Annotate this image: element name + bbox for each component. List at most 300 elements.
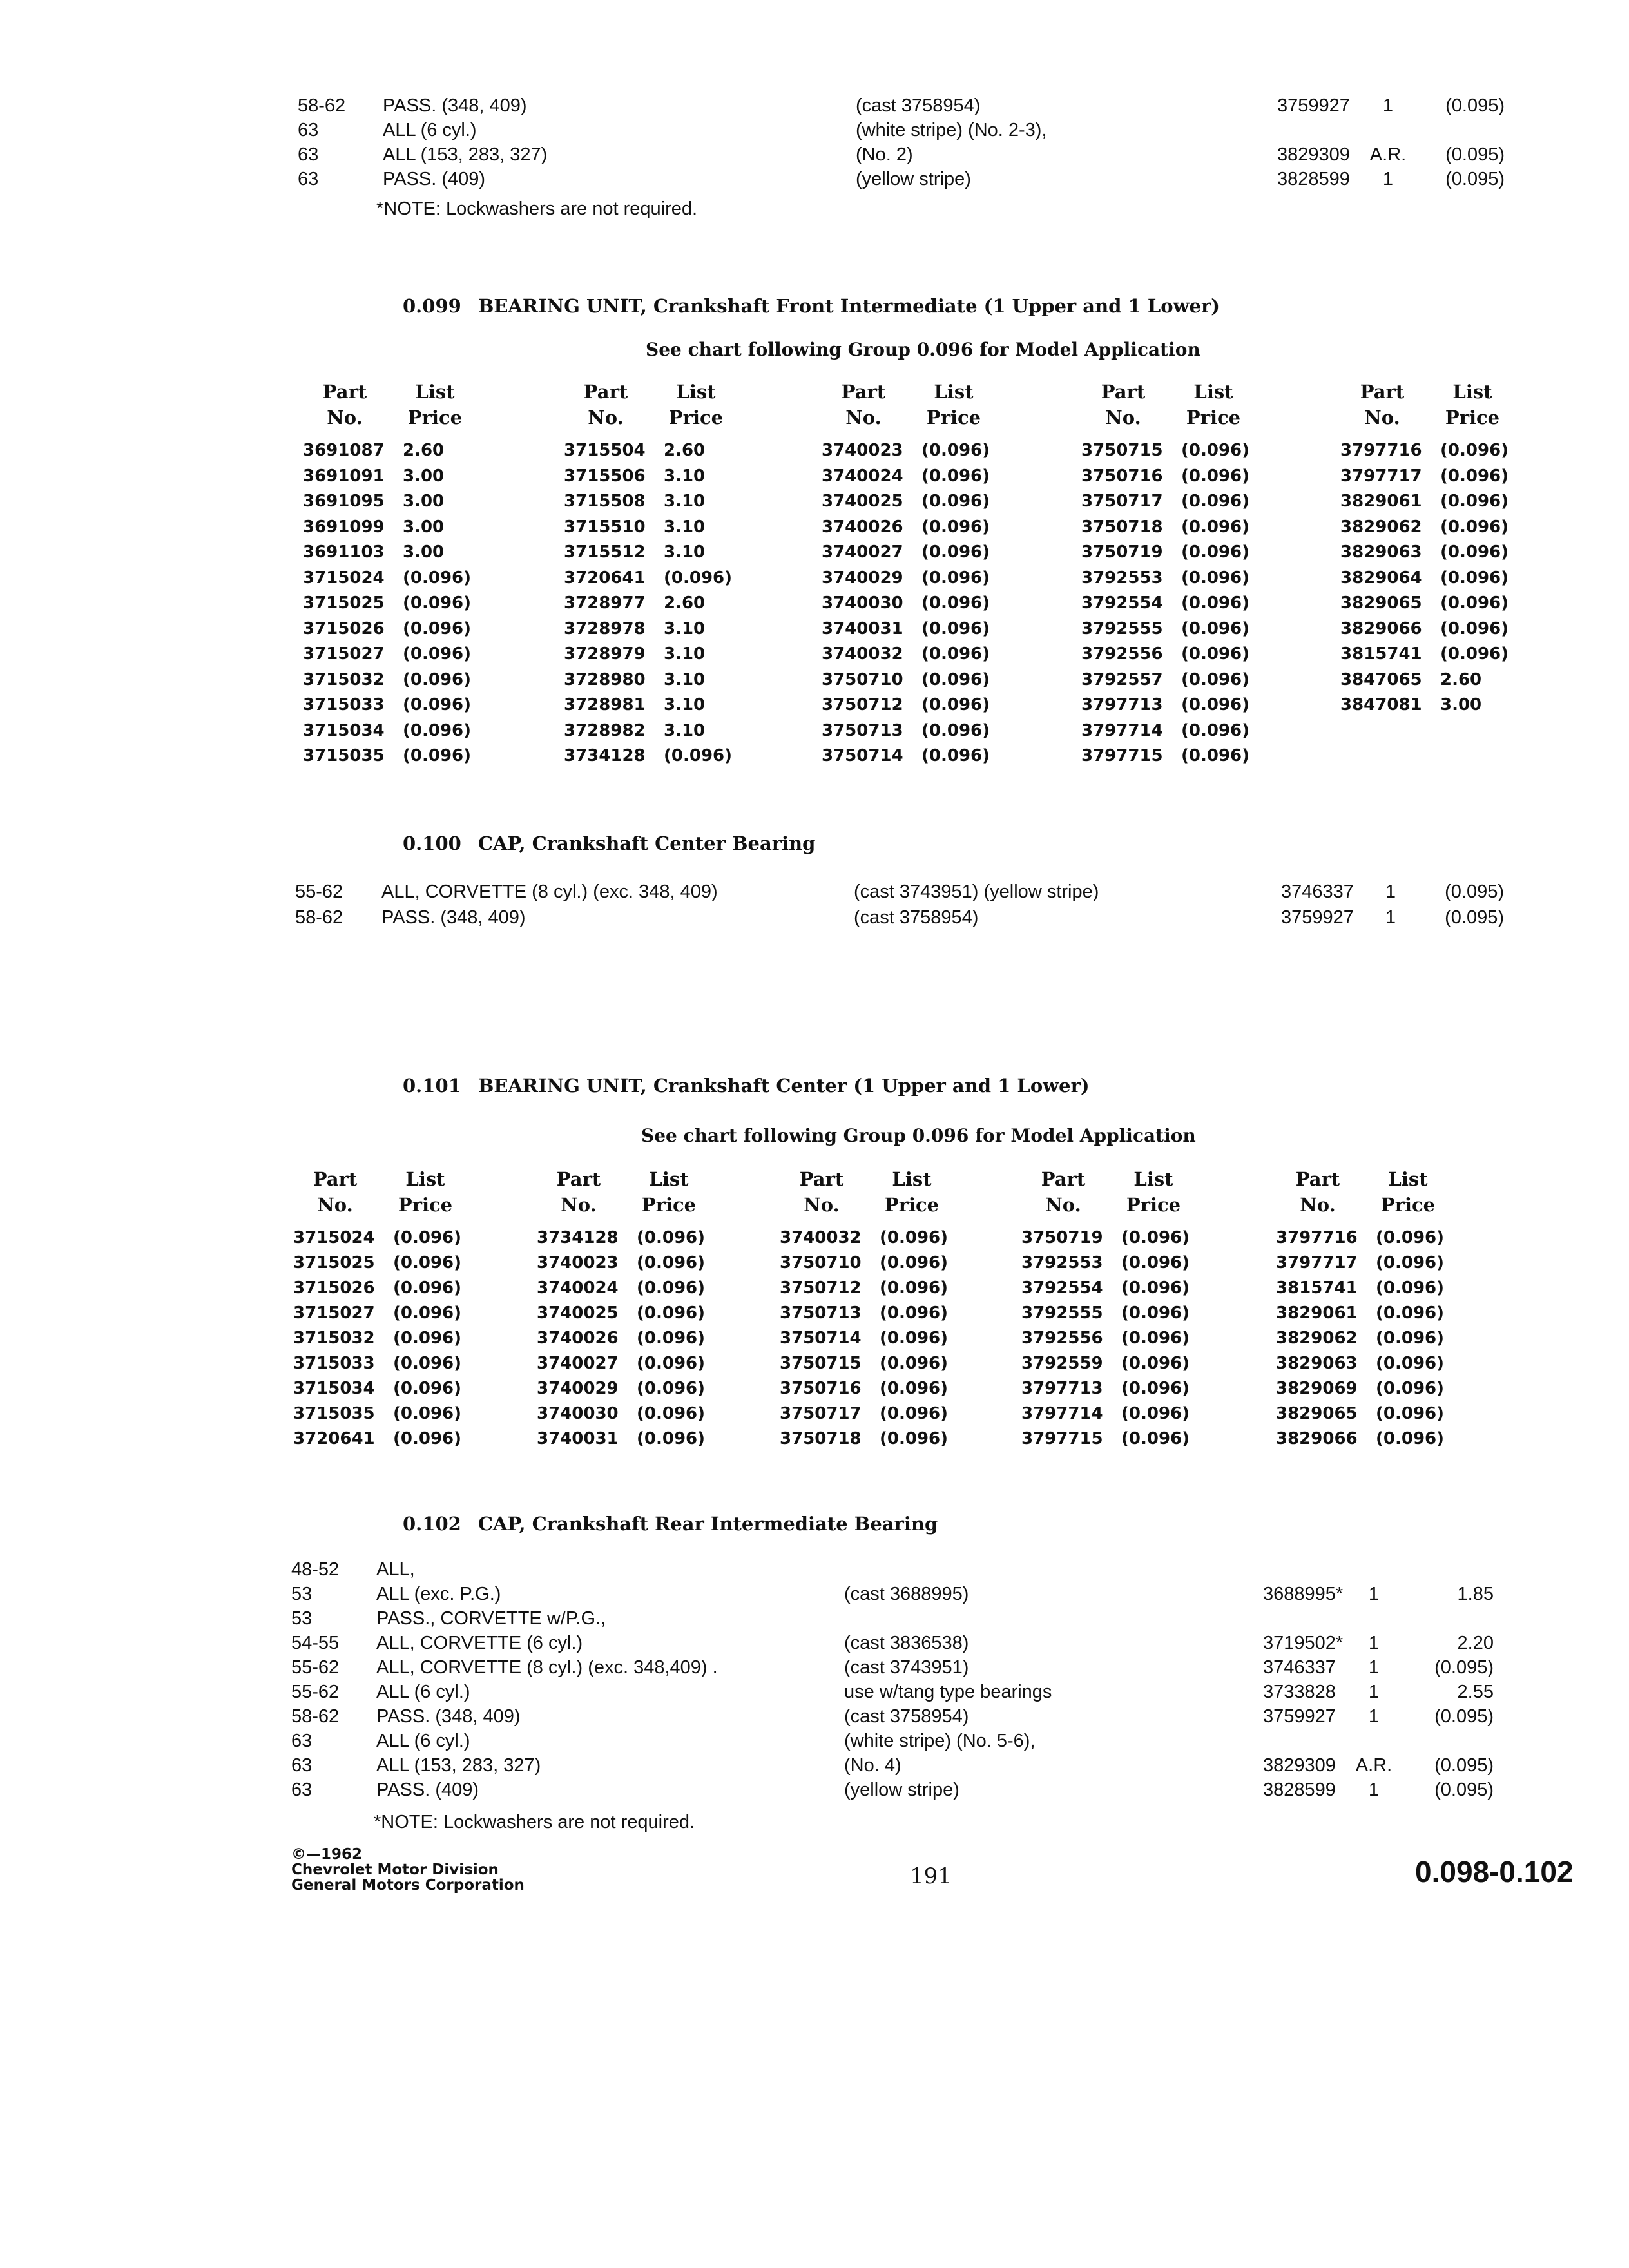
row-description: use w/tang type bearings <box>844 1682 1052 1702</box>
part-number: 3740025 <box>822 492 903 511</box>
part-number: 3715508 <box>564 492 646 511</box>
part-number: 3715034 <box>293 1379 375 1398</box>
parts-row <box>1276 1253 1489 1279</box>
parts-row <box>1021 1354 1234 1379</box>
row-price: (0.095) <box>1445 95 1505 116</box>
list-price: (0.096) <box>880 1303 949 1323</box>
part-number: 3829061 <box>1340 492 1422 511</box>
application-row <box>291 1584 1528 1610</box>
row-year: 63 <box>291 1731 313 1751</box>
section-099-heading <box>403 295 1220 317</box>
part-number: 3691091 <box>303 466 385 486</box>
part-number: 3792553 <box>1081 568 1163 588</box>
section-100-number: 0.100 <box>403 832 461 854</box>
column-header <box>303 379 516 430</box>
row-year: 54-55 <box>291 1633 340 1653</box>
list-price: (0.096) <box>1181 746 1250 765</box>
parts-row <box>1340 543 1553 568</box>
list-price: (0.096) <box>1376 1228 1445 1247</box>
column-header <box>822 379 1034 430</box>
row-model: ALL (6 cyl.) <box>376 1682 470 1702</box>
part-number: 3797714 <box>1081 720 1163 740</box>
part-number: 3829062 <box>1276 1329 1358 1348</box>
list-price: 3.00 <box>403 492 445 511</box>
list-price: (0.096) <box>921 593 990 613</box>
parts-row <box>780 1429 992 1455</box>
part-number: 3829065 <box>1276 1404 1358 1423</box>
parts-row <box>1021 1379 1234 1405</box>
parts-row <box>1276 1329 1489 1354</box>
row-model: ALL, CORVETTE (8 cyl.) (exc. 348, 409) <box>381 881 718 902</box>
parts-row <box>1081 441 1294 466</box>
header-part-no: Part No. <box>322 381 367 428</box>
part-number: 3792556 <box>1021 1329 1103 1348</box>
section-101-subtitle: See chart following Group 0.096 for Model Application <box>641 1125 1196 1146</box>
row-model: PASS. (348, 409) <box>383 95 527 116</box>
row-description: (white stripe) (No. 2-3), <box>856 120 1047 140</box>
row-part-number: 3759927 <box>1263 1706 1336 1727</box>
row-part-number: 3828599 <box>1263 1780 1336 1800</box>
header-list-price: List Price <box>407 381 463 428</box>
list-price: (0.096) <box>1376 1329 1445 1348</box>
parts-row <box>537 1303 749 1329</box>
parts-row <box>1081 619 1294 645</box>
parts-row <box>780 1303 992 1329</box>
list-price: (0.096) <box>393 1329 462 1348</box>
parts-row <box>564 441 776 466</box>
parts-row <box>293 1404 506 1430</box>
row-year: 48-52 <box>291 1559 340 1580</box>
part-number: 3715024 <box>303 568 385 588</box>
part-number: 3792553 <box>1021 1253 1103 1273</box>
part-number: 3829061 <box>1276 1303 1358 1323</box>
list-price: (0.096) <box>393 1354 462 1373</box>
parts-row <box>293 1278 506 1304</box>
row-quantity: 1 <box>1368 1633 1380 1653</box>
part-number: 3829066 <box>1276 1429 1358 1448</box>
row-price: (0.095) <box>1445 907 1504 928</box>
parts-row <box>537 1278 749 1304</box>
header-list-price: List Price <box>884 1168 940 1216</box>
part-number: 3715035 <box>303 746 385 765</box>
part-number: 3715027 <box>293 1303 375 1323</box>
parts-row <box>822 492 1034 517</box>
list-price: (0.096) <box>403 593 472 613</box>
part-number: 3715027 <box>303 644 385 664</box>
list-price: (0.096) <box>637 1303 706 1323</box>
row-price: 2.55 <box>1457 1682 1494 1702</box>
parts-row <box>564 746 776 772</box>
row-quantity: 1 <box>1368 1682 1380 1702</box>
part-number: 3740023 <box>822 441 903 460</box>
list-price: 3.10 <box>664 492 706 511</box>
part-number: 3728979 <box>564 644 646 664</box>
parts-row <box>822 695 1034 721</box>
list-price: (0.096) <box>880 1404 949 1423</box>
parts-row <box>1021 1303 1234 1329</box>
row-model: ALL (6 cyl.) <box>383 120 477 140</box>
list-price: 3.10 <box>664 695 706 715</box>
list-price: (0.096) <box>880 1354 949 1373</box>
list-price: (0.096) <box>921 517 990 537</box>
section-101-number: 0.101 <box>403 1075 461 1097</box>
parts-row <box>564 619 776 645</box>
list-price: (0.096) <box>637 1404 706 1423</box>
row-year: 53 <box>291 1608 313 1629</box>
row-price: 2.20 <box>1457 1633 1494 1653</box>
part-number: 3797717 <box>1276 1253 1358 1273</box>
application-row <box>298 144 1535 170</box>
row-year: 63 <box>298 120 319 140</box>
row-quantity: 1 <box>1382 95 1394 116</box>
part-number: 3750710 <box>780 1253 862 1273</box>
part-number: 3740032 <box>780 1228 862 1247</box>
column-header <box>1276 1166 1489 1218</box>
application-row <box>295 881 1532 907</box>
part-number: 3740029 <box>537 1379 619 1398</box>
parts-row <box>1081 568 1294 594</box>
row-description: (yellow stripe) <box>844 1780 959 1800</box>
column-header <box>1340 379 1553 430</box>
part-number: 3829069 <box>1276 1379 1358 1398</box>
parts-row <box>303 695 516 721</box>
row-description: (white stripe) (No. 5-6), <box>844 1731 1036 1751</box>
part-number: 3829062 <box>1340 517 1422 537</box>
section-102-note: *NOTE: Lockwashers are not required. <box>374 1812 695 1832</box>
part-number: 3750712 <box>780 1278 862 1298</box>
parts-row <box>1081 746 1294 772</box>
part-number: 3750716 <box>780 1379 862 1398</box>
parts-row <box>1081 695 1294 721</box>
parts-row <box>1081 543 1294 568</box>
list-price: (0.096) <box>1121 1429 1190 1448</box>
parts-row <box>1276 1404 1489 1430</box>
part-number: 3829066 <box>1340 619 1422 639</box>
list-price: (0.096) <box>637 1429 706 1448</box>
row-part-number: 3719502* <box>1263 1633 1344 1653</box>
row-price: (0.095) <box>1434 1657 1494 1678</box>
section-099-subtitle: See chart following Group 0.096 for Model Application <box>646 339 1200 360</box>
row-part-number: 3746337 <box>1263 1657 1336 1678</box>
application-row <box>298 120 1535 146</box>
row-model: PASS. (409) <box>376 1780 479 1800</box>
parts-row <box>822 670 1034 696</box>
row-description: (No. 2) <box>856 144 913 165</box>
part-number: 3715032 <box>303 669 385 689</box>
application-row <box>291 1682 1528 1707</box>
parts-row <box>537 1429 749 1455</box>
list-price: (0.096) <box>1440 619 1509 639</box>
part-number: 3750712 <box>822 695 903 715</box>
part-number: 3815741 <box>1340 644 1422 664</box>
parts-row <box>537 1354 749 1379</box>
section-099-number: 0.099 <box>403 295 461 317</box>
parts-row <box>822 721 1034 747</box>
part-number: 3750710 <box>822 669 903 689</box>
row-year: 55-62 <box>291 1682 340 1702</box>
section-100-title: CAP, Crankshaft Center Bearing <box>477 832 816 854</box>
part-number: 3740030 <box>537 1404 619 1423</box>
list-price: (0.096) <box>880 1278 949 1298</box>
list-price: (0.096) <box>1181 441 1250 460</box>
parts-row <box>1340 466 1553 492</box>
footer-division: Chevrolet Motor Division <box>291 1861 499 1878</box>
footer-copyright: ©—1962 <box>291 1846 363 1863</box>
list-price: (0.096) <box>1440 644 1509 664</box>
row-year: 58-62 <box>298 95 346 116</box>
column-header <box>1021 1166 1234 1218</box>
parts-row <box>564 517 776 543</box>
footer-publisher <box>291 1847 525 1893</box>
row-part-number: 3733828 <box>1263 1682 1336 1702</box>
part-number: 3728982 <box>564 720 646 740</box>
row-part-number: 3829309 <box>1263 1755 1336 1776</box>
list-price: 3.10 <box>664 669 706 689</box>
header-part-no: Part No. <box>583 381 628 428</box>
row-quantity: 1 <box>1385 881 1396 902</box>
part-number: 3797714 <box>1021 1404 1103 1423</box>
parts-row <box>822 441 1034 466</box>
list-price: (0.096) <box>921 619 990 639</box>
row-price: (0.095) <box>1445 144 1505 165</box>
part-number: 3715034 <box>303 720 385 740</box>
list-price: (0.096) <box>637 1228 706 1247</box>
row-year: 63 <box>291 1755 313 1776</box>
part-number: 3734128 <box>564 746 646 765</box>
parts-row <box>822 593 1034 619</box>
parts-row <box>564 721 776 747</box>
list-price: (0.096) <box>1440 492 1509 511</box>
list-price: (0.096) <box>1181 619 1250 639</box>
list-price: (0.096) <box>1181 517 1250 537</box>
parts-table-101 <box>293 1166 1530 1463</box>
application-row <box>295 907 1532 933</box>
column-header <box>293 1166 506 1218</box>
part-number: 3829064 <box>1340 568 1422 588</box>
list-price: 2.60 <box>664 441 706 460</box>
parts-row <box>822 619 1034 645</box>
list-price: (0.096) <box>880 1228 949 1247</box>
list-price: (0.096) <box>1440 543 1509 562</box>
column-header <box>780 1166 992 1218</box>
application-row <box>291 1706 1528 1732</box>
parts-row <box>780 1253 992 1279</box>
part-number: 3829063 <box>1340 543 1422 562</box>
parts-row <box>1021 1429 1234 1455</box>
row-part-number: 3759927 <box>1281 907 1354 928</box>
parts-row <box>564 543 776 568</box>
row-price: (0.095) <box>1434 1706 1494 1727</box>
part-number: 3792555 <box>1081 619 1163 639</box>
list-price: 3.10 <box>664 543 706 562</box>
row-quantity: 1 <box>1385 907 1396 928</box>
part-number: 3728980 <box>564 669 646 689</box>
list-price: 2.60 <box>664 593 706 613</box>
row-model: ALL, CORVETTE (6 cyl.) <box>376 1633 583 1653</box>
list-price: (0.096) <box>1181 593 1250 613</box>
list-price: 3.00 <box>403 543 445 562</box>
parts-row <box>1340 644 1553 670</box>
parts-row <box>303 466 516 492</box>
application-row <box>291 1559 1528 1585</box>
parts-row <box>780 1228 992 1254</box>
header-list-price: List Price <box>1126 1168 1181 1216</box>
part-number: 3728981 <box>564 695 646 715</box>
parts-row <box>1340 593 1553 619</box>
row-description: (cast 3836538) <box>844 1633 969 1653</box>
list-price: (0.096) <box>1376 1429 1445 1448</box>
list-price: (0.096) <box>880 1329 949 1348</box>
list-price: (0.096) <box>1440 593 1509 613</box>
parts-row <box>780 1354 992 1379</box>
parts-row <box>1276 1354 1489 1379</box>
list-price: (0.096) <box>921 695 990 715</box>
parts-row <box>564 644 776 670</box>
part-number: 3740024 <box>537 1278 619 1298</box>
row-model: ALL (exc. P.G.) <box>376 1584 501 1604</box>
part-number: 3740032 <box>822 644 903 664</box>
parts-row <box>1340 568 1553 594</box>
row-part-number: 3829309 <box>1277 144 1350 165</box>
parts-row <box>1340 441 1553 466</box>
list-price: (0.096) <box>1181 720 1250 740</box>
part-number: 3691095 <box>303 492 385 511</box>
header-list-price: List Price <box>1186 381 1241 428</box>
row-model: PASS. (348, 409) <box>376 1706 521 1727</box>
application-row <box>291 1780 1528 1805</box>
row-year: 53 <box>291 1584 313 1604</box>
list-price: (0.096) <box>880 1379 949 1398</box>
part-number: 3792554 <box>1021 1278 1103 1298</box>
parts-table-099 <box>303 379 1527 778</box>
parts-row <box>303 721 516 747</box>
parts-row <box>303 746 516 772</box>
list-price: 3.10 <box>664 619 706 639</box>
part-number: 3720641 <box>564 568 646 588</box>
section-100-rows <box>295 881 1519 939</box>
part-number: 3750715 <box>780 1354 862 1373</box>
part-number: 3792555 <box>1021 1303 1103 1323</box>
parts-row <box>293 1303 506 1329</box>
part-number: 3715510 <box>564 517 646 537</box>
parts-row <box>303 492 516 517</box>
list-price: 3.10 <box>664 466 706 486</box>
list-price: 3.10 <box>664 644 706 664</box>
parts-row <box>1021 1404 1234 1430</box>
section-102-rows <box>291 1559 1528 1830</box>
part-number: 3715024 <box>293 1228 375 1247</box>
section-102-heading <box>403 1513 938 1535</box>
part-number: 3750716 <box>1081 466 1163 486</box>
part-number: 3797713 <box>1021 1379 1103 1398</box>
part-number: 3715032 <box>293 1329 375 1348</box>
part-number: 3715512 <box>564 543 646 562</box>
part-number: 3728977 <box>564 593 646 613</box>
list-price: 3.00 <box>403 517 445 537</box>
row-price: 1.85 <box>1457 1584 1494 1604</box>
list-price: (0.096) <box>880 1429 949 1448</box>
application-row <box>291 1755 1528 1781</box>
parts-row <box>1021 1253 1234 1279</box>
row-description: (cast 3758954) <box>856 95 981 116</box>
part-number: 3715035 <box>293 1404 375 1423</box>
row-description: (cast 3758954) <box>854 907 979 928</box>
parts-row <box>780 1278 992 1304</box>
list-price: 2.60 <box>403 441 445 460</box>
list-price: (0.096) <box>393 1278 462 1298</box>
list-price: (0.096) <box>664 568 733 588</box>
row-price: (0.095) <box>1445 881 1504 902</box>
part-number: 3797716 <box>1276 1228 1358 1247</box>
part-number: 3734128 <box>537 1228 619 1247</box>
part-number: 3715025 <box>293 1253 375 1273</box>
section-099-title: BEARING UNIT, Crankshaft Front Intermediate (1 Upper and 1 Lower) <box>477 295 1220 317</box>
part-number: 3797713 <box>1081 695 1163 715</box>
part-number: 3797715 <box>1081 746 1163 765</box>
list-price: (0.096) <box>921 568 990 588</box>
part-number: 3740024 <box>822 466 903 486</box>
part-number: 3792557 <box>1081 669 1163 689</box>
list-price: (0.096) <box>1181 543 1250 562</box>
parts-row <box>1340 619 1553 645</box>
part-number: 3750719 <box>1021 1228 1103 1247</box>
row-model: ALL (6 cyl.) <box>376 1731 470 1751</box>
header-list-price: List Price <box>668 381 724 428</box>
part-number: 3740031 <box>822 619 903 639</box>
part-number: 3715506 <box>564 466 646 486</box>
parts-row <box>293 1253 506 1279</box>
column-header <box>1081 379 1294 430</box>
row-quantity: 1 <box>1382 169 1394 189</box>
part-number: 3740029 <box>822 568 903 588</box>
list-price: (0.096) <box>1376 1404 1445 1423</box>
list-price: (0.096) <box>921 644 990 664</box>
part-number: 3750714 <box>822 746 903 765</box>
parts-row <box>564 593 776 619</box>
list-price: (0.096) <box>1440 517 1509 537</box>
list-price: (0.096) <box>921 720 990 740</box>
part-number: 3691099 <box>303 517 385 537</box>
part-number: 3715504 <box>564 441 646 460</box>
part-number: 3829063 <box>1276 1354 1358 1373</box>
footer-corporation: General Motors Corporation <box>291 1877 525 1894</box>
part-number: 3740025 <box>537 1303 619 1323</box>
list-price: 3.00 <box>403 466 445 486</box>
list-price: (0.096) <box>403 669 472 689</box>
page-number: 191 <box>910 1863 952 1889</box>
part-number: 3750713 <box>780 1303 862 1323</box>
application-row <box>298 169 1535 195</box>
part-number: 3720641 <box>293 1429 375 1448</box>
parts-row <box>564 492 776 517</box>
row-year: 58-62 <box>295 907 343 928</box>
top-section <box>298 95 1522 237</box>
part-number: 3750715 <box>1081 441 1163 460</box>
part-number: 3792554 <box>1081 593 1163 613</box>
row-model: ALL, <box>376 1559 415 1580</box>
list-price: (0.096) <box>1181 669 1250 689</box>
application-row <box>298 95 1535 121</box>
list-price: (0.096) <box>1121 1303 1190 1323</box>
parts-row <box>1081 517 1294 543</box>
parts-row <box>293 1379 506 1405</box>
list-price: (0.096) <box>1121 1228 1190 1247</box>
part-number: 3691087 <box>303 441 385 460</box>
part-number: 3715026 <box>293 1278 375 1298</box>
section-101-heading <box>403 1075 1090 1097</box>
parts-row <box>293 1429 506 1455</box>
list-price: (0.096) <box>403 619 472 639</box>
